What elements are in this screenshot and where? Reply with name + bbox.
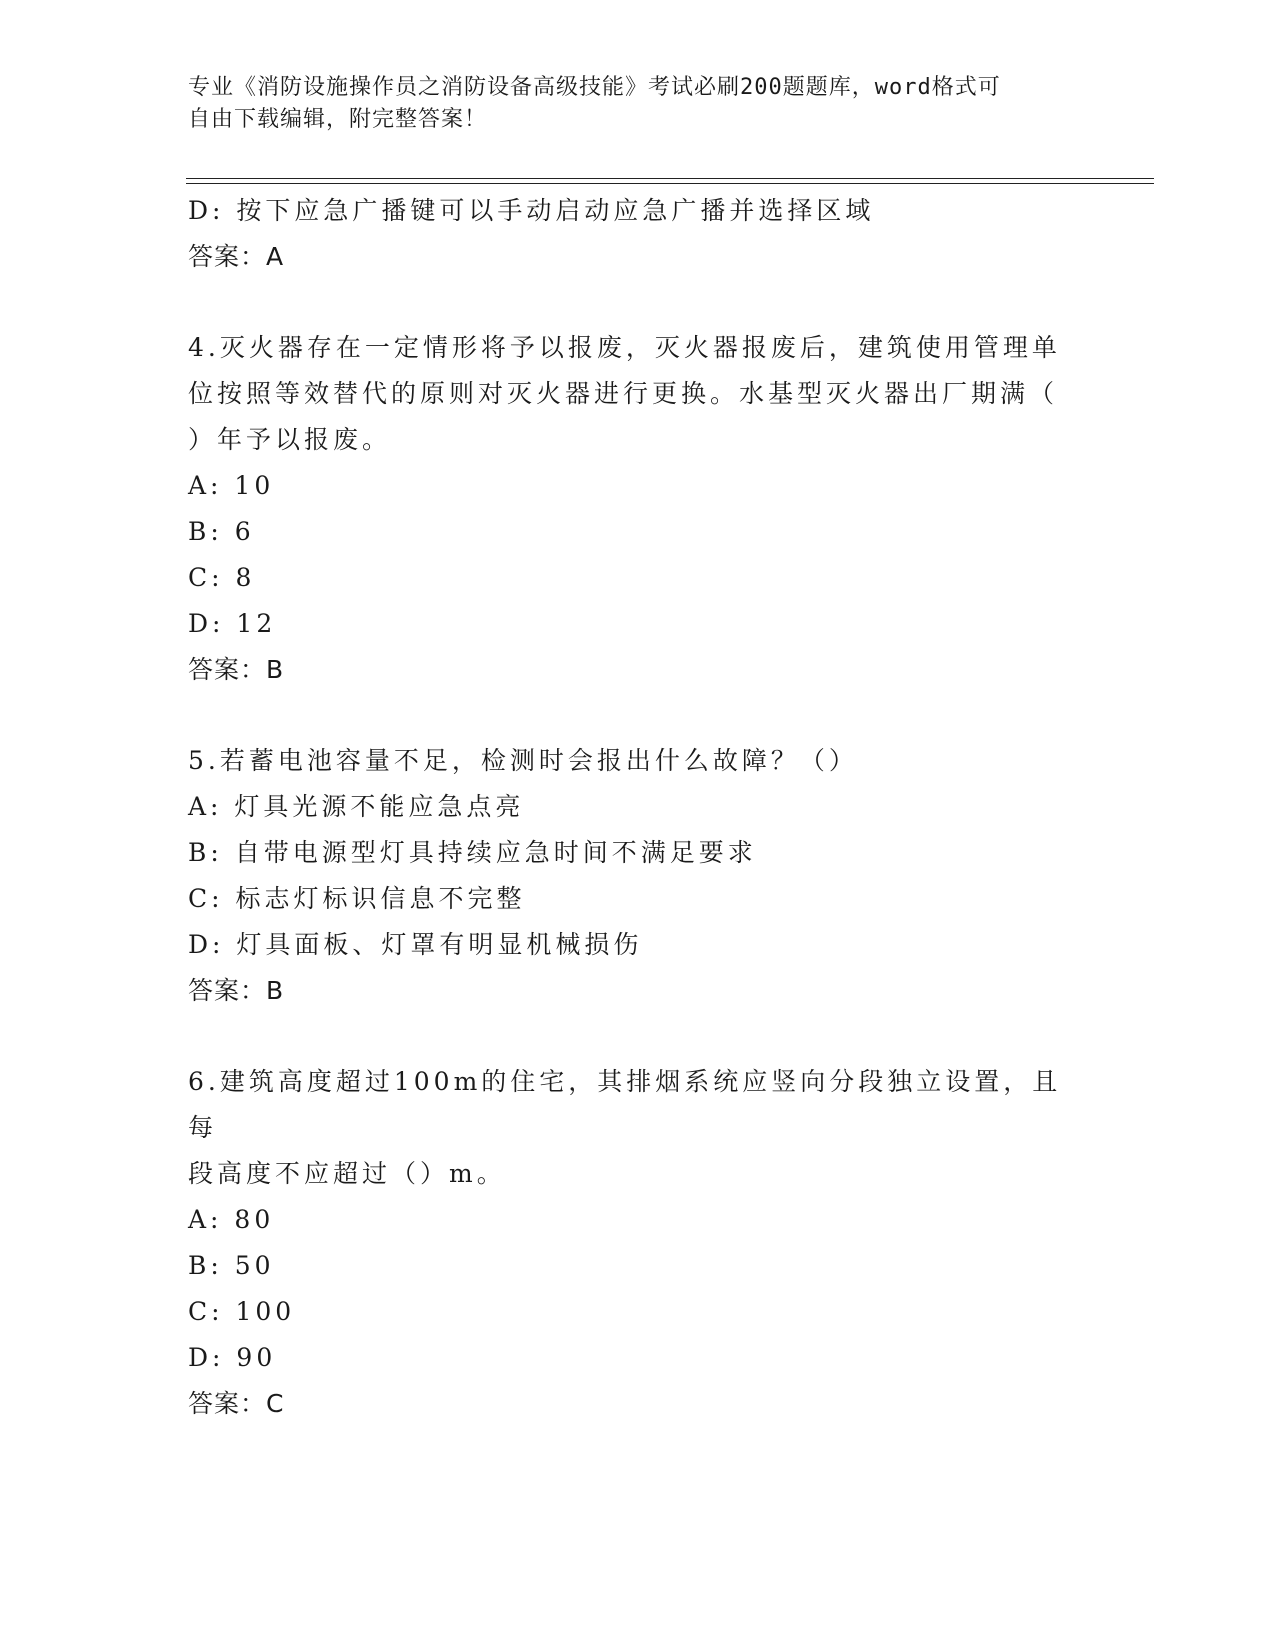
prev-question: [188, 188, 1088, 280]
header-line-1: 专业《消防设施操作员之消防设备高级技能》考试必刷200题题库，word格式可: [188, 75, 1001, 100]
question-4: [188, 325, 1088, 693]
question-text-line: 5.若蓄电池容量不足，检测时会报出什么故障？（）: [188, 746, 858, 775]
header-rule-top: [186, 178, 1154, 179]
option-a: A: 10: [188, 471, 275, 500]
option-c: C: 标志灯标识信息不完整: [188, 884, 526, 913]
option-d: D: 灯具面板、灯罩有明显机械损伤: [188, 930, 643, 959]
question-text-line: 段高度不应超过（）m。: [188, 1159, 506, 1188]
option-b: B: 6: [188, 517, 255, 546]
question-list: [188, 188, 1088, 1427]
question-text-line: 位按照等效替代的原则对灭火器进行更换。水基型灭火器出厂期满（: [188, 379, 1059, 408]
option-a: A: 灯具光源不能应急点亮: [188, 792, 525, 821]
question-text-line: 6.建筑高度超过100m的住宅，其排烟系统应竖向分段独立设置，且每: [188, 1067, 1062, 1142]
answer-line: 答案：B: [188, 976, 285, 1005]
header-line-2: 自由下载编辑，附完整答案！: [188, 107, 488, 132]
option-b: B: 50: [188, 1251, 275, 1280]
option-c: C: 8: [188, 563, 256, 592]
option-d: D: 按下应急广播键可以手动启动应急广播并选择区域: [188, 196, 875, 225]
header-rule-bottom: [186, 183, 1154, 184]
answer-line: 答案：A: [188, 242, 285, 271]
option-c: C: 100: [188, 1297, 296, 1326]
option-d: D: 90: [188, 1343, 277, 1372]
option-a: A: 80: [188, 1205, 275, 1234]
document-header: [188, 72, 1068, 136]
option-d: D: 12: [188, 609, 277, 638]
answer-line: 答案：C: [188, 1389, 285, 1418]
question-6: [188, 1059, 1088, 1427]
question-text-line: ）年予以报废。: [188, 425, 392, 454]
answer-line: 答案：B: [188, 655, 285, 684]
option-b: B: 自带电源型灯具持续应急时间不满足要求: [188, 838, 757, 867]
question-5: [188, 738, 1088, 1014]
question-text-line: 4.灭火器存在一定情形将予以报废，灭火器报废后，建筑使用管理单: [188, 333, 1061, 362]
